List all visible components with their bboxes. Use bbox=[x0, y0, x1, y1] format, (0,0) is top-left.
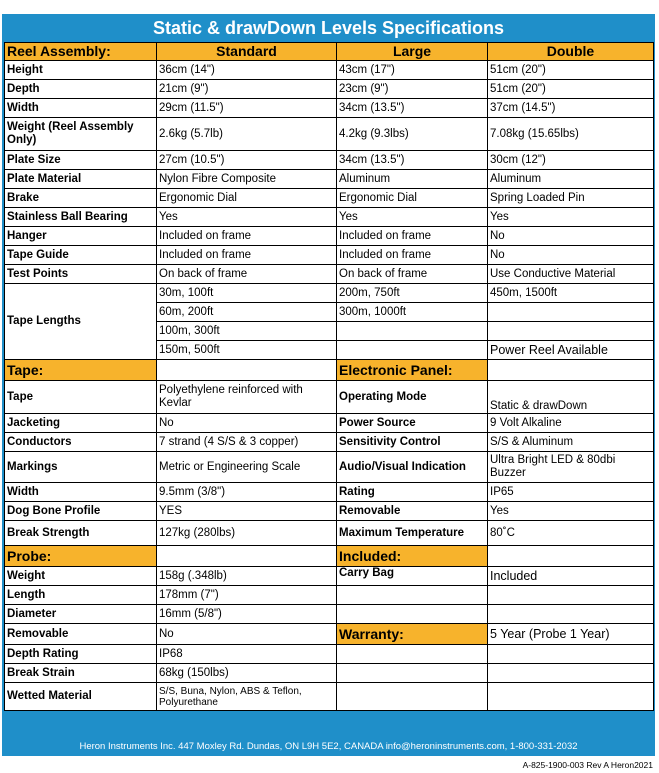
table-row bbox=[5, 118, 654, 151]
row-label: Break Strength bbox=[5, 521, 157, 546]
table-row bbox=[5, 664, 654, 683]
table-row bbox=[5, 502, 654, 521]
cell-large: Yes bbox=[337, 208, 488, 227]
cell-double: Yes bbox=[488, 208, 654, 227]
row-label: Dog Bone Profile bbox=[5, 502, 157, 521]
table-row bbox=[5, 567, 654, 586]
cell-double: 37cm (14.5") bbox=[488, 99, 654, 118]
cell-standard: 29cm (11.5") bbox=[157, 99, 337, 118]
document-reference: A-825-1900-003 Rev A Heron2021 bbox=[522, 760, 653, 770]
cell-standard: 21cm (9") bbox=[157, 80, 337, 99]
row-label: Removable bbox=[337, 502, 488, 521]
row-label: Markings bbox=[5, 452, 157, 483]
cell-value: 9 Volt Alkaline bbox=[488, 414, 654, 433]
table-row bbox=[5, 521, 654, 546]
row-label: Carry Bag bbox=[337, 567, 488, 586]
table-row bbox=[5, 381, 654, 414]
cell-value: 178mm (7") bbox=[157, 586, 337, 605]
row-label: Brake bbox=[5, 189, 157, 208]
cell-double bbox=[488, 303, 654, 322]
cell-double: 51cm (20") bbox=[488, 80, 654, 99]
table-row bbox=[5, 99, 654, 118]
table-row bbox=[5, 414, 654, 433]
cell-standard: On back of frame bbox=[157, 265, 337, 284]
column-double: Double bbox=[488, 43, 654, 61]
table-row bbox=[5, 683, 654, 711]
table-row bbox=[5, 189, 654, 208]
table-row bbox=[5, 452, 654, 483]
row-label: Depth bbox=[5, 80, 157, 99]
cell-value: 9.5mm (3/8") bbox=[157, 483, 337, 502]
row-label: Tape Guide bbox=[5, 246, 157, 265]
cell-large: Included on frame bbox=[337, 246, 488, 265]
cell-standard: Nylon Fibre Composite bbox=[157, 170, 337, 189]
included-section-header: Included: bbox=[337, 546, 488, 567]
empty-cell bbox=[488, 645, 654, 664]
row-label: Diameter bbox=[5, 605, 157, 624]
table-row bbox=[5, 80, 654, 99]
row-label: Rating bbox=[337, 483, 488, 502]
cell-standard: Included on frame bbox=[157, 227, 337, 246]
table-row bbox=[5, 208, 654, 227]
reel-section-header: Reel Assembly: bbox=[5, 43, 157, 61]
cell-double: No bbox=[488, 227, 654, 246]
cell-double: Spring Loaded Pin bbox=[488, 189, 654, 208]
row-label: Test Points bbox=[5, 265, 157, 284]
row-label: Width bbox=[5, 483, 157, 502]
reel-header-row bbox=[5, 43, 654, 61]
spec-table bbox=[4, 42, 654, 711]
cell-double: 450m, 1500ft bbox=[488, 284, 654, 303]
cell-large: 300m, 1000ft bbox=[337, 303, 488, 322]
table-row bbox=[5, 483, 654, 502]
row-label: Audio/Visual Indication bbox=[337, 452, 488, 483]
cell-large: Included on frame bbox=[337, 227, 488, 246]
cell-double: No bbox=[488, 246, 654, 265]
row-label: Height bbox=[5, 61, 157, 80]
row-label: Width bbox=[5, 99, 157, 118]
cell-value: S/S & Aluminum bbox=[488, 433, 654, 452]
table-row bbox=[5, 61, 654, 80]
warranty-value: 5 Year (Probe 1 Year) bbox=[488, 624, 654, 645]
tape-lengths-label: Tape Lengths bbox=[5, 284, 157, 360]
empty-cell bbox=[488, 664, 654, 683]
empty-cell bbox=[488, 683, 654, 711]
cell-value: IP68 bbox=[157, 645, 337, 664]
cell-standard: 100m, 300ft bbox=[157, 322, 337, 341]
column-large: Large bbox=[337, 43, 488, 61]
cell-standard: 36cm (14") bbox=[157, 61, 337, 80]
cell-value: 80˚C bbox=[488, 521, 654, 546]
empty-cell bbox=[488, 586, 654, 605]
cell-double: Aluminum bbox=[488, 170, 654, 189]
cell-value: S/S, Buna, Nylon, ABS & Teflon, Polyurethane bbox=[157, 683, 337, 711]
row-label: Wetted Material bbox=[5, 683, 157, 711]
row-label: Length bbox=[5, 586, 157, 605]
table-row bbox=[5, 284, 654, 303]
cell-large: Ergonomic Dial bbox=[337, 189, 488, 208]
cell-standard: Yes bbox=[157, 208, 337, 227]
table-row bbox=[5, 586, 654, 605]
cell-value: No bbox=[157, 624, 337, 645]
cell-value: Ultra Bright LED & 80dbi Buzzer bbox=[488, 452, 654, 483]
cell-value: No bbox=[157, 414, 337, 433]
table-row bbox=[5, 265, 654, 284]
cell-large: Aluminum bbox=[337, 170, 488, 189]
cell-value: 127kg (280lbs) bbox=[157, 521, 337, 546]
table-row bbox=[5, 246, 654, 265]
cell-double bbox=[488, 322, 654, 341]
cell-large: 34cm (13.5") bbox=[337, 151, 488, 170]
cell-value: 16mm (5/8") bbox=[157, 605, 337, 624]
cell-double: 7.08kg (15.65lbs) bbox=[488, 118, 654, 151]
row-label: Plate Size bbox=[5, 151, 157, 170]
row-label: Sensitivity Control bbox=[337, 433, 488, 452]
table-row bbox=[5, 645, 654, 664]
cell-standard: Included on frame bbox=[157, 246, 337, 265]
table-row bbox=[5, 605, 654, 624]
cell-large: 34cm (13.5") bbox=[337, 99, 488, 118]
cell-double: Use Conductive Material bbox=[488, 265, 654, 284]
cell-double: Power Reel Available bbox=[488, 341, 654, 360]
cell-large: 4.2kg (9.3lbs) bbox=[337, 118, 488, 151]
table-row bbox=[5, 151, 654, 170]
row-label: Power Source bbox=[337, 414, 488, 433]
cell-value: 7 strand (4 S/S & 3 copper) bbox=[157, 433, 337, 452]
empty-cell bbox=[488, 546, 654, 567]
row-label: Conductors bbox=[5, 433, 157, 452]
cell-large: 200m, 750ft bbox=[337, 284, 488, 303]
cell-large: 23cm (9") bbox=[337, 80, 488, 99]
panel-section-header: Electronic Panel: bbox=[337, 360, 488, 381]
row-label: Plate Material bbox=[5, 170, 157, 189]
row-label: Hanger bbox=[5, 227, 157, 246]
empty-cell bbox=[337, 683, 488, 711]
row-label: Operating Mode bbox=[337, 381, 488, 414]
row-label: Jacketing bbox=[5, 414, 157, 433]
empty-cell bbox=[488, 605, 654, 624]
row-label: Removable bbox=[5, 624, 157, 645]
cell-value: IP65 bbox=[488, 483, 654, 502]
empty-cell bbox=[488, 360, 654, 381]
section-header-row bbox=[5, 546, 654, 567]
cell-double: 30cm (12") bbox=[488, 151, 654, 170]
column-standard: Standard bbox=[157, 43, 337, 61]
empty-cell bbox=[337, 605, 488, 624]
cell-value: YES bbox=[157, 502, 337, 521]
table-row bbox=[5, 433, 654, 452]
tape-section-header: Tape: bbox=[5, 360, 157, 381]
empty-cell bbox=[337, 645, 488, 664]
cell-standard: 150m, 500ft bbox=[157, 341, 337, 360]
cell-standard: Ergonomic Dial bbox=[157, 189, 337, 208]
probe-section-header: Probe: bbox=[5, 546, 157, 567]
cell-large bbox=[337, 341, 488, 360]
row-label: Break Strain bbox=[5, 664, 157, 683]
page-title: Static & drawDown Levels Specifications bbox=[152, 18, 505, 38]
cell-standard: 60m, 200ft bbox=[157, 303, 337, 322]
cell-standard: 27cm (10.5") bbox=[157, 151, 337, 170]
row-label: Weight (Reel Assembly Only) bbox=[5, 118, 157, 151]
empty-cell bbox=[337, 586, 488, 605]
row-label: Tape bbox=[5, 381, 157, 414]
row-label: Stainless Ball Bearing bbox=[5, 208, 157, 227]
section-header-row bbox=[5, 360, 654, 381]
empty-cell bbox=[157, 360, 337, 381]
cell-value: Metric or Engineering Scale bbox=[157, 452, 337, 483]
cell-value: Yes bbox=[488, 502, 654, 521]
row-label: Maximum Temperature bbox=[337, 521, 488, 546]
cell-double: 51cm (20") bbox=[488, 61, 654, 80]
cell-value: Included bbox=[488, 567, 654, 586]
cell-large: On back of frame bbox=[337, 265, 488, 284]
table-row bbox=[5, 170, 654, 189]
row-label: Depth Rating bbox=[5, 645, 157, 664]
cell-value: 158g (.348lb) bbox=[157, 567, 337, 586]
table-row bbox=[5, 624, 654, 645]
empty-cell bbox=[337, 664, 488, 683]
footer-contact: Heron Instruments Inc. 447 Moxley Rd. Dundas, ON L9H 5E2, CANADA info@heroninstruments.com, 1-800-331-2032 bbox=[79, 741, 578, 752]
row-label: Weight bbox=[5, 567, 157, 586]
cell-standard: 30m, 100ft bbox=[157, 284, 337, 303]
cell-large: 43cm (17") bbox=[337, 61, 488, 80]
cell-value: Static & drawDown bbox=[488, 381, 654, 414]
empty-cell bbox=[157, 546, 337, 567]
spec-sheet-frame bbox=[2, 14, 655, 756]
table-row bbox=[5, 227, 654, 246]
cell-value: Polyethylene reinforced with Kevlar bbox=[157, 381, 337, 414]
cell-value: 68kg (150lbs) bbox=[157, 664, 337, 683]
cell-standard: 2.6kg (5.7lb) bbox=[157, 118, 337, 151]
warranty-section-header: Warranty: bbox=[337, 624, 488, 645]
cell-large bbox=[337, 322, 488, 341]
